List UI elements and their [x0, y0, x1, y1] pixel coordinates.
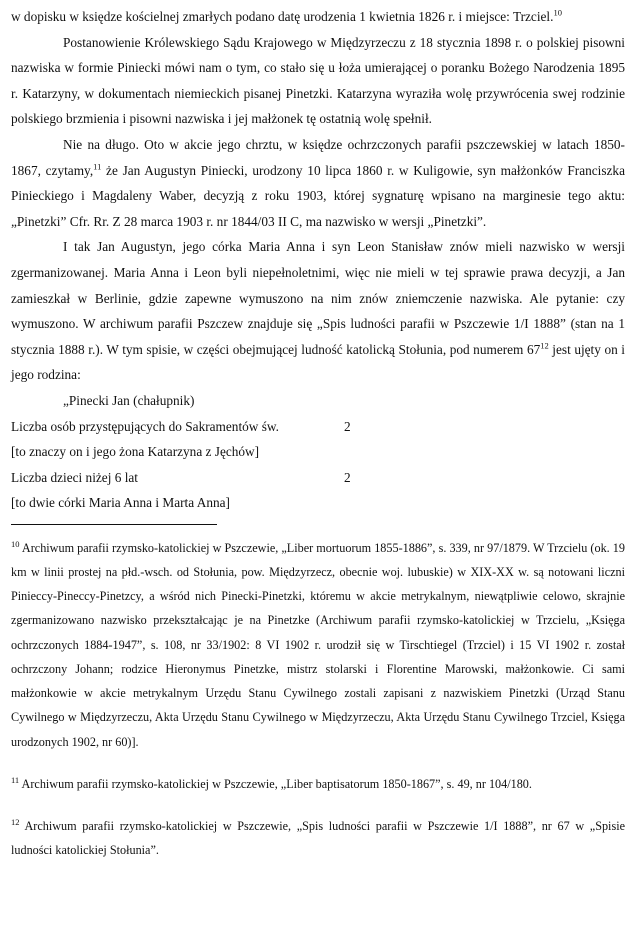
paragraph-text: I tak Jan Augustyn, jego córka Maria Anna i syn Leon Stanisław znów mieli nazwisko w wersji zgermanizowanej. Maria Anna i Leon byli niepełnoletnimi, więc nie mieli w tej sprawie prawa decyzji, a Jan zamieszkał w Berlinie, gdzie zapewne wymuszono na nim znów zniemczenie nazwiska. Ale pytanie: czy wymuszono. W archiwum parafii Pszczew znajduje się „Spis ludności parafii w Pszczewie 1/I 1888” (stan na 1 stycznia 1888 r.). W tym spisie, w części obejmującej ludność katolicką Stołunia, pod numerem 67 [11, 239, 625, 357]
paragraph-text: jest ujęty on i jego rodzina: [11, 341, 625, 383]
footnote-number: 12 [11, 816, 20, 827]
paragraph-text: w dopisku w księdze kościelnej zmarłych podano datę urodzenia 1 kwietnia 1826 r. i miejsce: Trzciel. [11, 9, 554, 24]
footnote-ref-12[interactable]: 12 [540, 340, 549, 351]
paragraph-text: Postanowienie Królewskiego Sądu Krajowego w Międzyrzeczu z 18 stycznia 1898 r. o polskiej pisowni nazwiska w formie Piniecki mówi nam o tym, co stało się u łoża umierającej o poranku Bożego Narodzenia 1895 r. Katarzyny, w dokumentach niemieckich pisanej Pinetzki. Katarzyna wyraziła wolę przywrócenia swej rodzinie polskiego brzmienia i pisowni nazwiska i jej małżonek tę ostatnią wolę spełnił. [11, 34, 625, 127]
footnote-number: 11 [11, 774, 20, 785]
paragraph-court-decision [11, 30, 625, 132]
footnote-11 [11, 772, 625, 796]
footnote-12 [11, 814, 625, 862]
paragraph-census [11, 234, 625, 388]
footnote-text: Archiwum parafii rzymsko-katolickiej w Pszczewie, „Spis ludności parafii w Pszczewie 1/I 1888”, nr 67 w „Spisie ludności katolickiej Stołunia”. [11, 818, 625, 858]
paragraph-text: Nie na długo. Oto w akcie jego chrztu, w księdze ochrzczonych parafii pszczewskiej w latach 1850-1867, czytamy, [11, 136, 625, 178]
footnote-10 [11, 536, 625, 754]
document-page [11, 4, 625, 862]
quote-row-label: Liczba osób przystępujących do Sakramentów św. [11, 418, 279, 434]
quote-note: [to dwie córki Maria Anna i Marta Anna] [11, 495, 230, 511]
paragraph-baptism-record [11, 132, 625, 234]
footnote-text: Archiwum parafii rzymsko-katolickiej w Pszczewie, „Liber mortuorum 1855-1886”, s. 339, nr 97/1879. W Trzcielu (ok. 19 km w linii prostej na płd.-wsch. od Stołunia, pow. Międzyrzecz, obecnie woj. lubuskie) w XIX-XX w. są notowani liczni Pinieccy-Pineccy-Pinetzcy, a wśród nich Pinecki-Pinetzki, któremu w akcie metrykalnym, niewątpliwie celowo, skrajnie zgermanizowano nazwisko przekształcając je na Pinetzke (Archiwum parafii rzymsko-katolickiej w Trzcielu, „Księga ochrzczonych 1884-1947”, s. 108, nr 33/1902: 8 VI 1902 r. urodził się w Tirschtiegel (Trzciel) i 15 VI 1902 r. został ochrzczony Johann; rodzice Hieronymus Pinetzke, mistrz stolarski i Florentine Marowski, małżonkowie. Ci sami małżonkowie w akcie metrykalnym Urzędu Stanu Cywilnego zostali zapisani z nazwiskiem Pinetzki (Urząd Stanu Cywilnego w Międzyrzeczu, Akta Urzędu Stanu Cywilnego w Międzyrzeczu, Akta Urzędu Stanu Cywilnego Trzciel, Księga urodzonych 1902, nr 60)]. [11, 540, 625, 749]
footnote-number: 10 [11, 538, 20, 549]
quote-row-label: Liczba dzieci niżej 6 lat [11, 469, 138, 485]
paragraph-text: że Jan Augustyn Piniecki, urodzony 10 lipca 1860 r. w Kuligowie, syn małżonków Franciszka Pinieckiego i Magdaleny Waber, decyzją z roku 1903, której sygnaturę wpisano na marginesie tego aktu: „Pinetzki” Cfr. Rr. Z 28 marca 1903 r. nr 1844/03 II C, ma nazwisko w wersji „Pinetzki”. [11, 162, 625, 229]
quote-heading: „Pinecki Jan (chałupnik) [63, 392, 195, 408]
census-quote [11, 388, 625, 516]
quote-row [11, 414, 625, 440]
quote-note: [to znaczy on i jego żona Katarzyna z Jęchów] [11, 444, 260, 460]
footnote-text: Archiwum parafii rzymsko-katolickiej w Pszczewie, „Liber baptisatorum 1850-1867”, s. 49, nr 104/180. [19, 776, 532, 791]
footnote-separator [11, 524, 217, 525]
quote-row-value: 2 [344, 418, 351, 434]
paragraph-continuation [11, 4, 625, 30]
quote-row-value: 2 [344, 469, 351, 485]
quote-row [11, 465, 625, 491]
footnote-ref-10[interactable]: 10 [553, 7, 562, 18]
footnote-ref-11[interactable]: 11 [93, 161, 102, 172]
